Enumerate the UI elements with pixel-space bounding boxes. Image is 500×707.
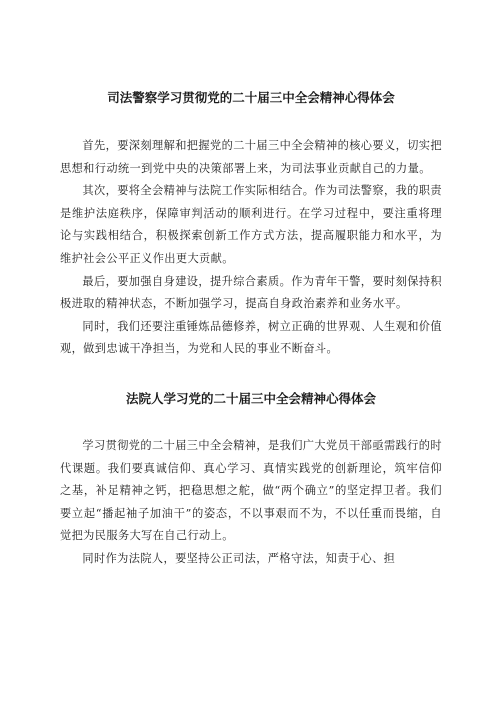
paragraph: 其次，要将全会精神与法院工作实际相结合。作为司法警察，我的职责是维护法庭秩序，保障审判活动的顺利进行。在学习过程中，要注重将理论与实践相结合，积极探索创新工作方式方法，提高履职能力和水平，为维护社会公平正义作出更大贡献。 <box>60 184 442 265</box>
section-2-body <box>60 435 442 571</box>
section-1-body <box>60 135 442 361</box>
section-1-title: 司法警察学习贯彻党的二十届三中全会精神心得体会 <box>107 90 395 105</box>
paragraph: 同时，我们还要注重锤炼品德修养，树立正确的世界观、人生观和价值观，做到忠诚干净担当，为党和人民的事业不断奋斗。 <box>60 319 442 356</box>
paragraph: 学习贯彻党的二十届三中全会精神，是我们广大党员干部亟需践行的时代课题。我们要真诚信仰、真心学习、真情实践党的创新理论，筑牢信仰之基，补足精神之钙，把稳思想之舵，做“两个确立”的坚定捍卫者。我们要立起“播起袖子加油干”的姿态，不以事艰而不为，不以任重而畏缩，自觉把为民服务大写在自己行动上。 <box>60 438 442 543</box>
paragraph: 首先，要深刻理解和把握党的二十届三中全会精神的核心要义，切实把思想和行动统一到党中央的决策部署上来，为司法事业贡献自己的力量。 <box>60 139 442 175</box>
paragraph: 同时作为法院人，要坚持公正司法，严格守法，知责于心、担 <box>82 551 396 565</box>
section-2-title: 法院人学习党的二十届三中全会精神心得体会 <box>125 390 376 406</box>
paragraph: 最后，要加强自身建设，提升综合素质。作为青年干警，要时刻保持积极进取的精神状态，不断加强学习，提高自身政治素养和业务水平。 <box>60 274 442 311</box>
